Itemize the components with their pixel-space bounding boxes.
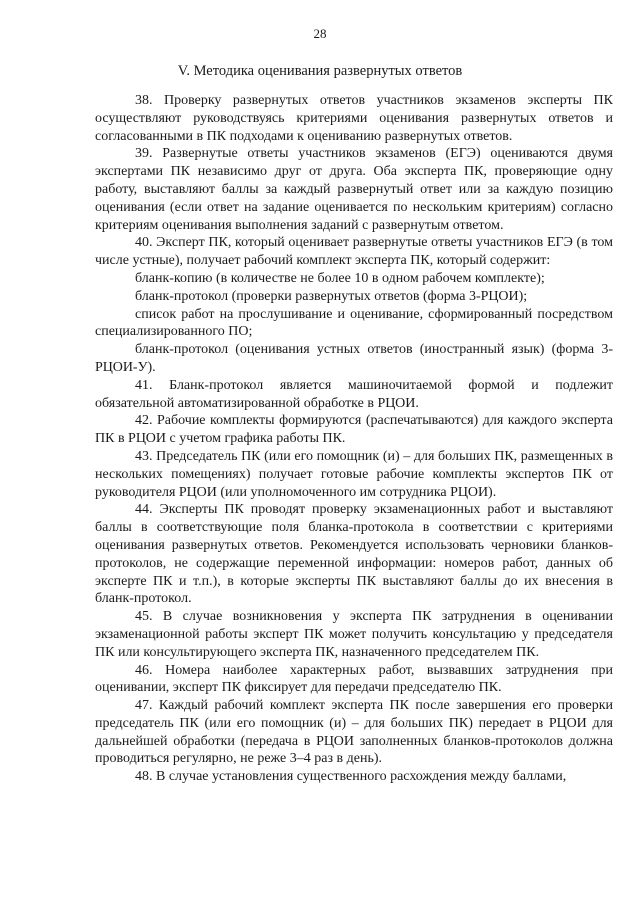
paragraph-42: 42. Рабочие комплекты формируются (распечатываются) для каждого эксперта ПК в РЦОИ с учетом графика работы ПК.	[95, 413, 613, 447]
paragraph-44: 44. Эксперты ПК проводят проверку экзаменационных работ и выставляют баллы в соответствующие поля бланка-протокола в соответствии с критериями оценивания развернутых ответов. Рекомендуется использовать черновики бланков-протоколов, не содержащие переменной информации: номеров работ, данных об эксперте ПК и т.п.), в которые эксперты ПК выставляют баллы до их внесения в бланк-протокол.	[95, 502, 613, 607]
document-body	[95, 92, 613, 786]
list-item-blank-copy: бланк-копию (в количестве не более 10 в одном рабочем комплекте);	[135, 270, 545, 286]
paragraph-46: 46. Номера наиболее характерных работ, вызвавших затруднения при оценивании, эксперт ПК фиксирует для передачи председателю ПК.	[95, 662, 613, 696]
paragraph-48: 48. В случае установления существенного расхождения между баллами,	[135, 769, 567, 785]
section-title: V. Методика оценивания развернутых ответов	[177, 63, 463, 79]
paragraph-39: 39. Развернутые ответы участников экзаменов (ЕГЭ) оцениваются двумя экспертами ПК независимо друг от друга. Оба эксперта ПК, проверяющие одну работу, выставляют баллы за каждый развернутый ответ или за каждую позицию оценивания (если ответ на задание оценивается по нескольким критериям) согласно критериям оценивания выполнения заданий с развернутым ответом.	[95, 146, 613, 233]
paragraph-47: 47. Каждый рабочий комплект эксперта ПК после завершения его проверки председатель ПК (или его помощник (и) – для больших ПК) передает в РЦОИ для дальнейшей обработки (передача в РЦОИ заполненных бланков-протоколов должна проводиться регулярно, не реже 3–4 раз в день).	[95, 698, 613, 767]
paragraph-45: 45. В случае возникновения у эксперта ПК затруднения в оценивании экзаменационной работы эксперт ПК может получить консультацию у председателя ПК или консультирующего эксперта ПК, назначенного председателем ПК.	[95, 609, 613, 660]
paragraph-38: 38. Проверку развернутых ответов участников экзаменов эксперты ПК осуществляют руководствуясь критериями оценивания развернутых ответов и согласованными в ПК подходами к оцениванию развернутых ответов.	[95, 93, 613, 144]
paragraph-41: 41. Бланк-протокол является машиночитаемой формой и подлежит обязательной автоматизированной обработке в РЦОИ.	[95, 377, 613, 411]
page-number: 28	[313, 26, 327, 41]
list-item-oral-protocol: бланк-протокол (оценивания устных ответов (иностранный язык) (форма 3-РЦОИ-У).	[95, 342, 613, 375]
paragraph-40: 40. Эксперт ПК, который оценивает развернутые ответы участников ЕГЭ (в том числе устные), получает рабочий комплект эксперта ПК, который содержит:	[95, 235, 613, 269]
list-item-blank-protocol: бланк-протокол (проверки развернутых ответов (форма 3-РЦОИ);	[135, 288, 528, 304]
paragraph-43: 43. Председатель ПК (или его помощник (и) – для больших ПК, размещенных в нескольких помещениях) получает готовые рабочие комплекты экспертов ПК от руководителя РЦОИ (или уполномоченного им сотрудника РЦОИ).	[95, 448, 613, 500]
list-item-work-list: список работ на прослушивание и оценивание, сформированный посредством специализированного ПО;	[95, 306, 613, 340]
